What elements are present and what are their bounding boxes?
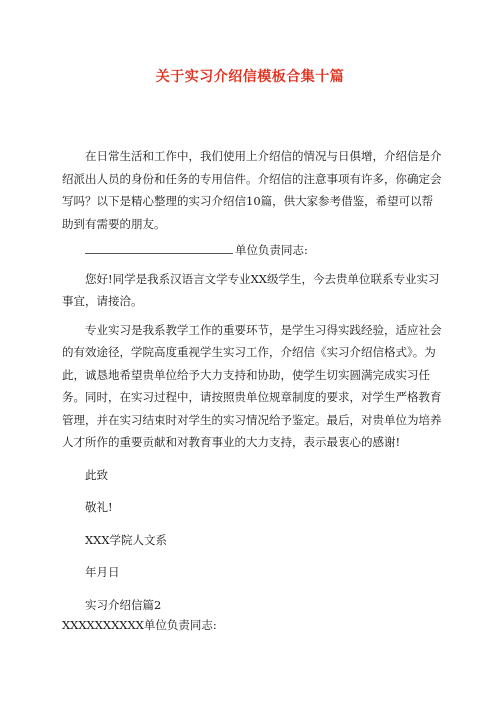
- document-title: 关于实习介绍信模板合集十篇: [155, 69, 345, 85]
- recipient-blank-line: [85, 239, 233, 254]
- closing-zhici: 此致: [85, 467, 108, 482]
- letter1-address-text: 单位负责同志:: [235, 243, 308, 257]
- intro-paragraph: 在日常生活和工作中，我们使用上介绍信的情况与日俱增，介绍信是介绍派出人员的身份和任务的专用信件。介绍信的注意事项有许多，你确定会写吗？以下是精心整理的实习介绍信10篇，供大家参考借鉴，希望可以帮助到有需要的朋友。: [62, 149, 442, 231]
- letter1-greeting: 您好!同学是我系汉语言文学专业XX级学生，今去贵单位联系专业实习事宜，请接洽。: [62, 271, 440, 308]
- letter1-signature: XXX学院人文系: [85, 532, 168, 547]
- letter2-address: XXXXXXXXXX单位负责同志:: [62, 618, 217, 632]
- letter1-date: 年月日: [85, 565, 120, 579]
- letter1-body: 专业实习是我系教学工作的重要环节，是学生习得实践经验，适应社会的有效途径，学院高度重视学生实习工作，介绍信《实习介绍信格式》。为此，诚恳地希望贵单位给予大力支持和协助，使学生切实圆满完成实习任务。同时，在实习过程中，请按照贵单位规章制度的要求，对学生严格教育管理，并在实习结束时对学生的实习情况给予鉴定。最后，对贵单位为培养人才所作的重要贡献和对教育事业的大力支持，表示最衷心的感谢!: [62, 322, 442, 449]
- letter2-heading: 实习介绍信篇2: [85, 597, 162, 612]
- document-body: [62, 145, 442, 634]
- closing-jingli: 敬礼!: [85, 500, 113, 514]
- letter1-address: [62, 239, 442, 262]
